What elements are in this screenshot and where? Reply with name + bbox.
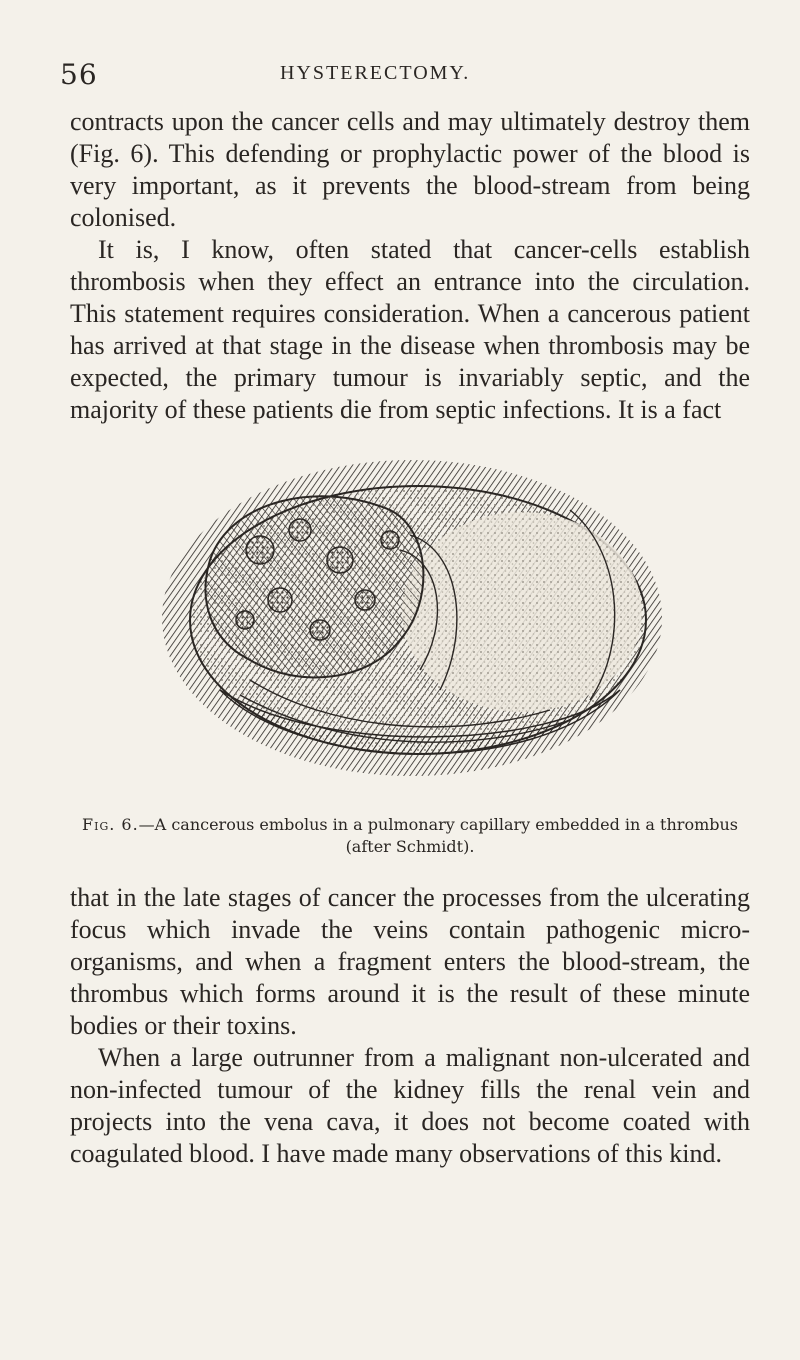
figure-label: Fig. 6.: [82, 815, 139, 834]
paragraph: When a large outrunner from a malignant non-ulcerated and non-infected tumour of the kidney fills the renal vein and projects into the vena cava, it does not become coated with coagulated blood. I have made many observations of this kind.: [70, 1043, 750, 1168]
figure-caption-text: —A cancerous embolus in a pulmonary capillary embedded in a thrombus (after Schmidt).: [138, 815, 738, 856]
body-text-bottom: [70, 882, 750, 1170]
page-header: [60, 58, 750, 98]
embolus-engraving: [150, 440, 670, 800]
paragraph: contracts upon the cancer cells and may ultimately destroy them (Fig. 6). This defending or prophylactic power of the blood is very important, as it prevents the blood-stream from being colonised.: [70, 107, 750, 232]
cancer-embolus: [206, 496, 424, 677]
running-title: HYSTERECTOMY.: [280, 62, 471, 84]
page-number: 56: [60, 58, 98, 91]
figure-caption: [70, 814, 750, 858]
figure-illustration: [150, 440, 670, 800]
paragraph: that in the late stages of cancer the processes from the ulcerating focus which invade the veins contain pathogenic micro-organisms, and when a fragment enters the blood-stream, the thrombus which forms around it is the result of these minute bodies or their toxins.: [70, 883, 750, 1040]
body-text-top: [70, 106, 750, 426]
paragraph: It is, I know, often stated that cancer-cells establish thrombosis when they effect an entrance into the circulation. This statement requires consideration. When a cancerous patient has arrived at that stage in the disease when thrombosis may be expected, the primary tumour is invariably septic, and the majority of these patients die from septic infections. It is a fact: [70, 235, 750, 424]
